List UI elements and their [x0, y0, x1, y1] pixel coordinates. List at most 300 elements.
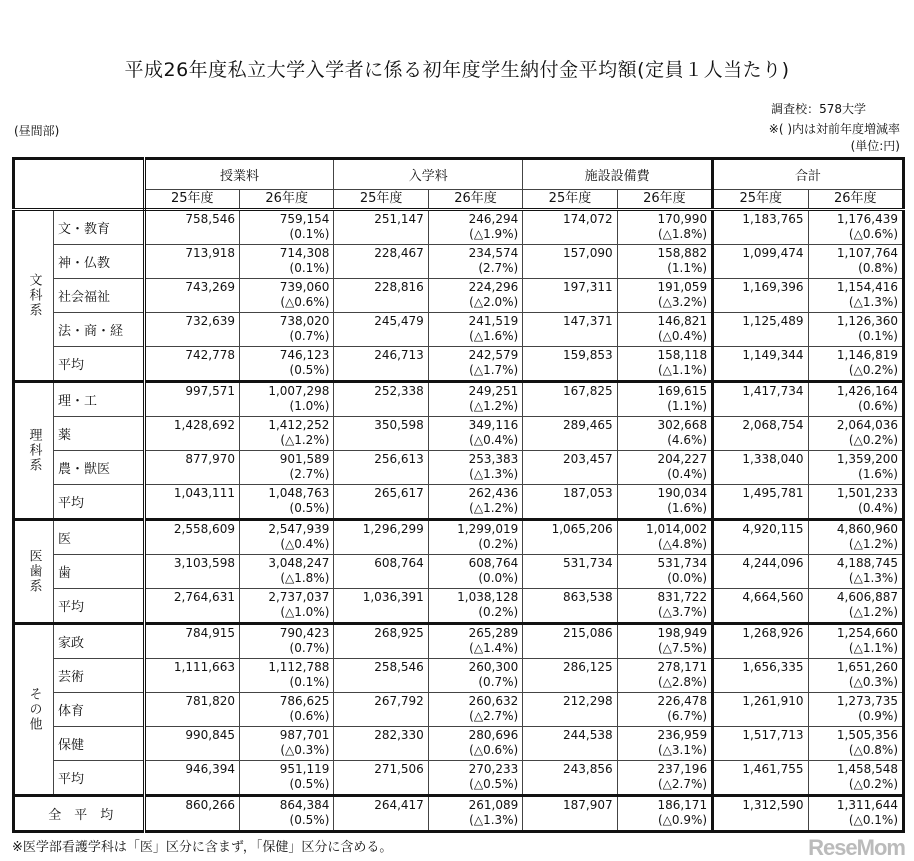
amount: 3,103,598 — [173, 556, 235, 570]
amount: 252,338 — [374, 384, 424, 398]
value-cell — [239, 417, 333, 451]
amount: 159,853 — [563, 348, 613, 362]
value-cell — [144, 520, 239, 555]
amount: 174,072 — [563, 212, 613, 226]
header-category: 授業料 — [144, 159, 334, 190]
amount: 2,064,036 — [836, 418, 898, 432]
amount: 1,043,111 — [173, 486, 235, 500]
change-rate: (△3.1%) — [658, 743, 708, 757]
row-label: 農・獣医 — [54, 451, 145, 485]
value-cell — [239, 451, 333, 485]
change-rate: (2.7%) — [289, 467, 330, 481]
amount: 258,546 — [374, 660, 424, 674]
table-row — [14, 520, 904, 555]
value-cell — [808, 417, 904, 451]
amount: 1,495,781 — [742, 486, 804, 500]
amount: 2,547,939 — [268, 522, 330, 536]
value-cell — [808, 555, 904, 589]
row-label: 理・工 — [54, 382, 145, 417]
row-label: 神・仏教 — [54, 245, 145, 279]
amount: 738,020 — [279, 314, 330, 328]
amount: 1,065,206 — [551, 522, 613, 536]
page-title: 平成26年度私立大学入学者に係る初年度学生納付金平均額(定員１人当たり) — [124, 59, 790, 81]
daytime-note: (昼間部) — [14, 124, 60, 138]
table-row — [14, 347, 904, 382]
value-cell — [617, 761, 712, 796]
value-cell — [334, 347, 428, 382]
amount: 713,918 — [185, 246, 235, 260]
value-cell — [523, 624, 617, 659]
change-rate: (△2.7%) — [658, 777, 708, 791]
header-blank — [14, 159, 145, 210]
value-cell — [808, 589, 904, 624]
amount: 1,176,439 — [836, 212, 898, 226]
header-year: 25年度 — [144, 190, 239, 210]
amount: 1,254,660 — [836, 626, 898, 640]
value-cell — [144, 624, 239, 659]
amount: 2,764,631 — [173, 590, 235, 604]
amount: 1,126,360 — [836, 314, 898, 328]
value-cell — [808, 659, 904, 693]
value-cell — [523, 589, 617, 624]
value-cell — [617, 485, 712, 520]
amount: 187,907 — [563, 798, 613, 812]
amount: 742,778 — [185, 348, 235, 362]
change-rate: (△3.7%) — [658, 605, 708, 619]
amount: 260,300 — [468, 660, 519, 674]
amount: 1,154,416 — [836, 280, 898, 294]
value-cell — [334, 555, 428, 589]
watermark-logo: ReseMom — [808, 835, 905, 860]
value-cell — [144, 245, 239, 279]
value-cell — [713, 727, 808, 761]
value-cell — [713, 624, 808, 659]
change-rate: (0.2%) — [478, 605, 519, 619]
amount: 1,517,713 — [742, 728, 804, 742]
row-label: 体育 — [54, 693, 145, 727]
amount: 169,615 — [657, 384, 708, 398]
change-rate: (△1.2%) — [469, 399, 519, 413]
change-rate: (1.6%) — [667, 501, 708, 515]
change-rate: (△1.4%) — [469, 641, 519, 655]
value-cell — [239, 589, 333, 624]
value-cell — [144, 451, 239, 485]
header-year: 25年度 — [713, 190, 808, 210]
amount: 212,298 — [563, 694, 613, 708]
amount: 4,244,096 — [742, 556, 804, 570]
value-cell — [239, 347, 333, 382]
change-rate: (△1.1%) — [848, 641, 898, 655]
value-cell — [428, 451, 522, 485]
value-cell — [144, 417, 239, 451]
value-cell — [713, 693, 808, 727]
change-rate: (△1.8%) — [658, 227, 708, 241]
amount: 1,107,764 — [836, 246, 898, 260]
change-rate: (△0.3%) — [848, 675, 898, 689]
amount: 1,428,692 — [173, 418, 235, 432]
value-cell — [334, 210, 428, 245]
change-rate: (△7.5%) — [658, 641, 708, 655]
change-rate: (1.0%) — [289, 399, 330, 413]
value-cell — [808, 245, 904, 279]
header-category: 入学料 — [334, 159, 523, 190]
amount: 1,461,755 — [742, 762, 804, 776]
value-cell — [334, 761, 428, 796]
amount: 746,123 — [279, 348, 330, 362]
amount: 253,383 — [468, 452, 519, 466]
value-cell — [713, 347, 808, 382]
amount: 234,574 — [468, 246, 519, 260]
value-cell — [617, 796, 712, 832]
amount: 759,154 — [279, 212, 330, 226]
value-cell — [713, 279, 808, 313]
change-rate: (6.7%) — [667, 709, 708, 723]
value-cell — [144, 589, 239, 624]
group-label: 理科系 — [14, 382, 54, 520]
value-cell — [334, 451, 428, 485]
change-rate: (0.5%) — [289, 813, 330, 827]
amount: 190,034 — [657, 486, 708, 500]
amount: 170,990 — [657, 212, 708, 226]
group-label: 医歯系 — [14, 520, 54, 624]
amount: 1,312,590 — [742, 798, 804, 812]
amount: 262,436 — [468, 486, 519, 500]
table-row — [14, 727, 904, 761]
fee-table — [12, 157, 905, 833]
total-label: 全 平 均 — [14, 796, 145, 832]
value-cell — [523, 313, 617, 347]
value-cell — [428, 624, 522, 659]
amount: 270,233 — [468, 762, 519, 776]
value-cell — [713, 485, 808, 520]
change-rate: (△1.8%) — [280, 571, 330, 585]
amount: 1,426,164 — [836, 384, 898, 398]
header-year: 25年度 — [523, 190, 617, 210]
value-cell — [334, 659, 428, 693]
change-rate: (△1.0%) — [280, 605, 330, 619]
amount: 781,820 — [185, 694, 235, 708]
value-cell — [239, 761, 333, 796]
amount: 246,294 — [468, 212, 519, 226]
value-cell — [334, 796, 428, 832]
header-year: 26年度 — [428, 190, 522, 210]
amount: 1,417,734 — [742, 384, 804, 398]
amount: 1,183,765 — [742, 212, 804, 226]
amount: 260,632 — [468, 694, 519, 708]
value-cell — [808, 520, 904, 555]
amount: 302,668 — [657, 418, 708, 432]
change-rate: (0.1%) — [858, 329, 898, 343]
row-label: 文・教育 — [54, 210, 145, 245]
change-rate: (0.1%) — [289, 261, 330, 275]
header-category: 合計 — [713, 159, 904, 190]
value-cell — [523, 417, 617, 451]
amount: 901,589 — [279, 452, 330, 466]
change-rate: (△1.2%) — [280, 433, 330, 447]
amount: 251,147 — [374, 212, 424, 226]
change-rate: (0.6%) — [858, 399, 898, 413]
table-row — [14, 659, 904, 693]
value-cell — [713, 417, 808, 451]
amount: 4,664,560 — [742, 590, 804, 604]
group-label: その他 — [14, 624, 54, 796]
amount: 264,417 — [374, 798, 424, 812]
change-rate: (△0.5%) — [469, 777, 519, 791]
amount: 732,639 — [185, 314, 235, 328]
amount: 186,171 — [657, 798, 708, 812]
value-cell — [239, 659, 333, 693]
value-cell — [523, 555, 617, 589]
value-cell — [334, 693, 428, 727]
value-cell — [144, 727, 239, 761]
value-cell — [428, 210, 522, 245]
table-row — [14, 485, 904, 520]
value-cell — [617, 451, 712, 485]
amount: 187,053 — [563, 486, 613, 500]
value-cell — [617, 313, 712, 347]
change-rate: (△2.0%) — [469, 295, 519, 309]
header-year: 26年度 — [808, 190, 904, 210]
row-label: 平均 — [54, 589, 145, 624]
change-rate: (0.7%) — [478, 675, 519, 689]
change-rate: (△4.8%) — [658, 537, 708, 551]
amount: 1,338,040 — [742, 452, 804, 466]
amount: 265,617 — [374, 486, 424, 500]
amount: 864,384 — [279, 798, 330, 812]
change-rate: (△1.9%) — [469, 227, 519, 241]
value-cell — [617, 555, 712, 589]
row-label: 社会福祉 — [54, 279, 145, 313]
value-cell — [334, 520, 428, 555]
value-cell — [713, 313, 808, 347]
value-cell — [808, 796, 904, 832]
amount: 1,169,396 — [742, 280, 804, 294]
value-cell — [428, 796, 522, 832]
table-row — [14, 555, 904, 589]
value-cell — [713, 520, 808, 555]
unit-note: (単位:円) — [850, 139, 900, 153]
amount: 203,457 — [563, 452, 613, 466]
value-cell — [617, 417, 712, 451]
row-label: 平均 — [54, 761, 145, 796]
amount: 256,613 — [374, 452, 424, 466]
amount: 146,821 — [657, 314, 708, 328]
value-cell — [334, 727, 428, 761]
row-label: 保健 — [54, 727, 145, 761]
value-cell — [239, 382, 333, 417]
amount: 236,959 — [657, 728, 708, 742]
value-cell — [713, 451, 808, 485]
amount: 4,606,887 — [836, 590, 898, 604]
change-rate: (△2.7%) — [469, 709, 519, 723]
change-rate: (0.0%) — [667, 571, 708, 585]
change-rate: (△0.2%) — [848, 777, 898, 791]
value-cell — [428, 520, 522, 555]
amount: 280,696 — [468, 728, 519, 742]
amount: 282,330 — [374, 728, 424, 742]
table-row — [14, 382, 904, 417]
amount: 226,478 — [657, 694, 708, 708]
row-label: 芸術 — [54, 659, 145, 693]
amount: 1,149,344 — [742, 348, 804, 362]
change-rate: (△0.4%) — [280, 537, 330, 551]
change-rate: (0.5%) — [289, 501, 330, 515]
change-rate: (△0.8%) — [848, 743, 898, 757]
amount: 1,038,128 — [457, 590, 519, 604]
amount: 1,048,763 — [268, 486, 330, 500]
value-cell — [428, 485, 522, 520]
amount: 167,825 — [563, 384, 613, 398]
amount: 1,296,299 — [362, 522, 424, 536]
value-cell — [334, 245, 428, 279]
value-cell — [144, 555, 239, 589]
change-rate: (△1.3%) — [469, 467, 519, 481]
total-row — [14, 796, 904, 832]
table-row — [14, 279, 904, 313]
value-cell — [523, 659, 617, 693]
main-content — [12, 157, 905, 861]
value-cell — [428, 693, 522, 727]
value-cell — [144, 210, 239, 245]
amount: 245,479 — [374, 314, 424, 328]
change-rate: (0.7%) — [289, 641, 330, 655]
change-rate: (△0.2%) — [848, 433, 898, 447]
value-cell — [523, 485, 617, 520]
row-label: 歯 — [54, 555, 145, 589]
amount: 242,579 — [468, 348, 519, 362]
table-row — [14, 210, 904, 245]
change-rate: (△0.6%) — [280, 295, 330, 309]
value-cell — [713, 796, 808, 832]
change-rate: (△0.6%) — [848, 227, 898, 241]
change-rate: (1.1%) — [667, 399, 708, 413]
amount: 1,268,926 — [742, 626, 804, 640]
change-rate: (△0.4%) — [658, 329, 708, 343]
value-cell — [428, 417, 522, 451]
value-cell — [144, 313, 239, 347]
amount: 1,273,735 — [836, 694, 898, 708]
change-rate: (1.1%) — [667, 261, 708, 275]
amount: 157,090 — [563, 246, 613, 260]
amount: 1,014,002 — [646, 522, 708, 536]
amount: 860,266 — [185, 798, 235, 812]
value-cell — [144, 347, 239, 382]
value-cell — [428, 279, 522, 313]
value-cell — [428, 761, 522, 796]
value-cell — [239, 485, 333, 520]
value-cell — [334, 624, 428, 659]
table-row — [14, 245, 904, 279]
amount: 2,737,037 — [268, 590, 330, 604]
amount: 1,099,474 — [742, 246, 804, 260]
pct-note: ※( )内は対前年度増減率 — [768, 122, 900, 136]
value-cell — [617, 589, 712, 624]
value-cell — [144, 485, 239, 520]
value-cell — [713, 659, 808, 693]
change-rate: (△0.6%) — [469, 743, 519, 757]
value-cell — [523, 245, 617, 279]
row-label: 平均 — [54, 485, 145, 520]
amount: 739,060 — [279, 280, 330, 294]
amount: 1,112,788 — [268, 660, 330, 674]
amount: 608,764 — [468, 556, 519, 570]
table-row — [14, 589, 904, 624]
table-row — [14, 417, 904, 451]
value-cell — [239, 727, 333, 761]
amount: 1,656,335 — [742, 660, 804, 674]
amount: 1,036,391 — [362, 590, 424, 604]
value-cell — [808, 347, 904, 382]
value-cell — [144, 796, 239, 832]
value-cell — [523, 347, 617, 382]
table-row — [14, 451, 904, 485]
amount: 271,506 — [374, 762, 424, 776]
value-cell — [523, 761, 617, 796]
value-cell — [713, 761, 808, 796]
amount: 3,048,247 — [268, 556, 330, 570]
amount: 2,558,609 — [173, 522, 235, 536]
value-cell — [144, 279, 239, 313]
value-cell — [523, 451, 617, 485]
change-rate: (△1.2%) — [848, 605, 898, 619]
value-cell — [334, 382, 428, 417]
amount: 268,925 — [374, 626, 424, 640]
change-rate: (0.9%) — [858, 709, 898, 723]
change-rate: (0.6%) — [289, 709, 330, 723]
amount: 246,713 — [374, 348, 424, 362]
value-cell — [523, 210, 617, 245]
amount: 228,467 — [374, 246, 424, 260]
amount: 244,538 — [563, 728, 613, 742]
amount: 215,086 — [563, 626, 613, 640]
value-cell — [617, 347, 712, 382]
amount: 784,915 — [185, 626, 235, 640]
change-rate: (0.5%) — [289, 777, 330, 791]
value-cell — [334, 589, 428, 624]
amount: 267,792 — [374, 694, 424, 708]
value-cell — [808, 485, 904, 520]
value-cell — [428, 347, 522, 382]
amount: 990,845 — [185, 728, 235, 742]
value-cell — [239, 624, 333, 659]
amount: 863,538 — [563, 590, 613, 604]
value-cell — [239, 210, 333, 245]
amount: 1,359,200 — [836, 452, 898, 466]
amount: 349,116 — [468, 418, 519, 432]
amount: 261,089 — [468, 798, 519, 812]
change-rate: (0.5%) — [289, 363, 330, 377]
value-cell — [808, 693, 904, 727]
schools-note: 調査校：578大学 — [771, 102, 866, 116]
amount: 249,251 — [468, 384, 519, 398]
change-rate: (△1.2%) — [848, 537, 898, 551]
amount: 608,764 — [374, 556, 424, 570]
value-cell — [144, 693, 239, 727]
amount: 4,188,745 — [836, 556, 898, 570]
amount: 1,412,252 — [268, 418, 330, 432]
change-rate: (△0.4%) — [469, 433, 519, 447]
value-cell — [239, 279, 333, 313]
value-cell — [239, 520, 333, 555]
table-row — [14, 313, 904, 347]
amount: 1,007,298 — [268, 384, 330, 398]
value-cell — [523, 796, 617, 832]
change-rate: (△1.3%) — [848, 571, 898, 585]
value-cell — [808, 451, 904, 485]
group-label: 文科系 — [14, 210, 54, 382]
amount: 714,308 — [279, 246, 330, 260]
amount: 198,949 — [657, 626, 708, 640]
